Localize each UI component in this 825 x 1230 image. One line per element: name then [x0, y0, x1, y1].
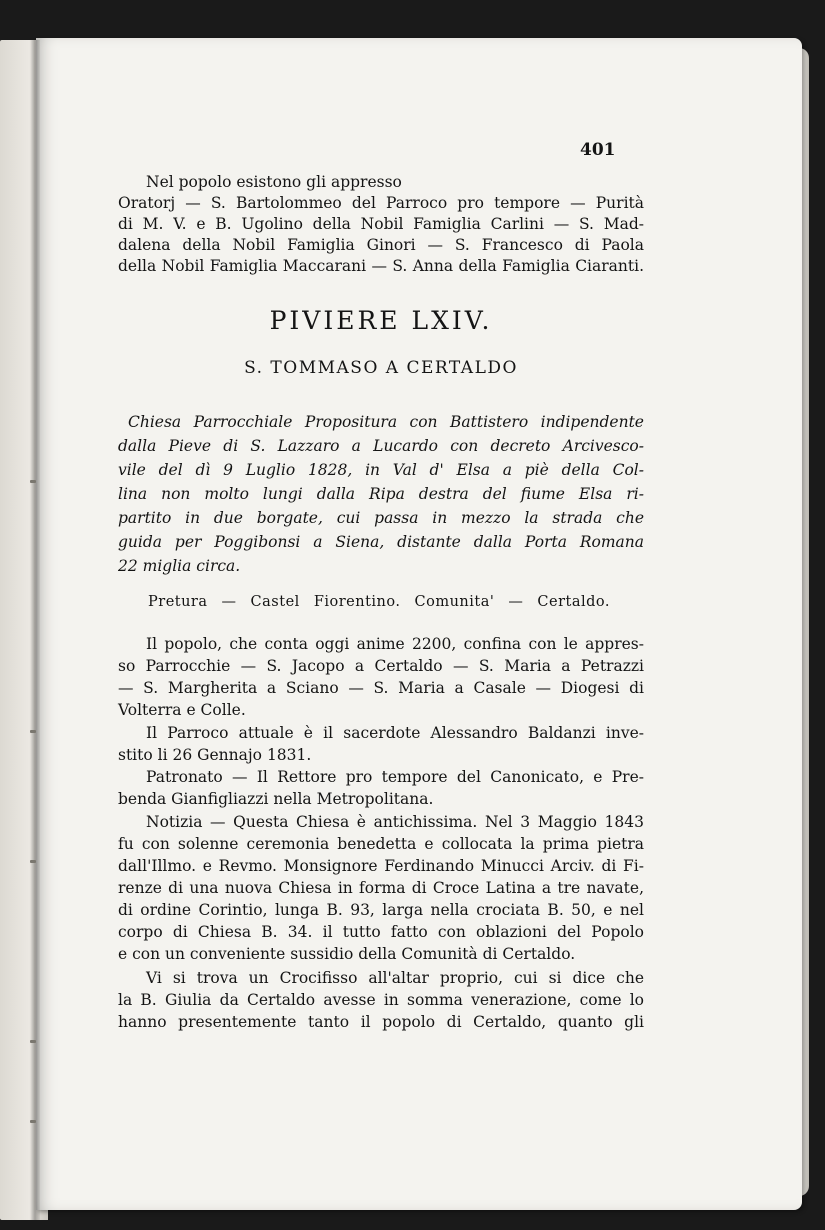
- piviere-heading: PIVIERE LXIV.: [269, 306, 493, 335]
- body-line: Patronato — Il Rettore pro tempore del Canonicato, e Pre-: [146, 768, 644, 786]
- body-line: Il popolo, che conta oggi anime 2200, confina con le appres-: [146, 635, 644, 653]
- body-line: e con un conveniente sussidio della Comunità di Certaldo.: [118, 945, 576, 963]
- intro-line: della Nobil Famiglia Maccarani — S. Anna della Famiglia Ciaranti.: [118, 257, 644, 275]
- binding-stitch: [30, 480, 36, 483]
- body-line: la B. Giulia da Certaldo avesse in somma venerazione, come lo: [118, 991, 644, 1009]
- pretura-line: Pretura — Castel Fiorentino. Comunita' — Certaldo.: [148, 594, 610, 610]
- binding-stitch: [30, 730, 36, 733]
- body-line: di ordine Corintio, lunga B. 93, larga nella crociata B. 50, e nel: [118, 901, 644, 919]
- body-line: so Parrocchie — S. Jacopo a Certaldo — S. Maria a Petrazzi: [118, 657, 644, 675]
- body-line: benda Gianfigliazzi nella Metropolitana.: [118, 790, 434, 808]
- intro-paragraph: [118, 172, 644, 282]
- description-line: partito in due borgate, cui passa in mezzo la strada che: [118, 509, 644, 527]
- body-line: Vi si trova un Crocifisso all'altar proprio, cui si dice che: [146, 969, 644, 987]
- description-line: dalla Pieve di S. Lazzaro a Lucardo con decreto Arcivesco-: [118, 437, 644, 455]
- page-number: 401: [580, 140, 616, 160]
- body-line: Notizia — Questa Chiesa è antichissima. Nel 3 Maggio 1843: [146, 813, 644, 831]
- book-binding: [30, 40, 40, 1220]
- intro-line: Oratorj — S. Bartolommeo del Parroco pro tempore — Purità: [118, 194, 644, 212]
- description-line: 22 miglia circa.: [118, 557, 241, 575]
- body-line: hanno presentemente tanto il popolo di Certaldo, quanto gli: [118, 1013, 644, 1031]
- body-paragraph: [118, 634, 644, 1034]
- description-line: lina non molto lungi dalla Ripa destra del fiume Elsa ri-: [118, 485, 644, 503]
- body-line: Il Parroco attuale è il sacerdote Alessandro Baldanzi inve-: [146, 724, 644, 742]
- binding-stitch: [30, 1040, 36, 1043]
- binding-stitch: [30, 1120, 36, 1123]
- body-line: renze di una nuova Chiesa in forma di Croce Latina a tre navate,: [118, 879, 644, 897]
- body-line: — S. Margherita a Sciano — S. Maria a Casale — Diogesi di: [118, 679, 644, 697]
- body-line: stito li 26 Gennajo 1831.: [118, 746, 312, 764]
- description-paragraph: [118, 412, 644, 575]
- body-line: corpo di Chiesa B. 34. il tutto fatto con oblazioni del Popolo: [118, 923, 644, 941]
- church-heading: S. TOMMASO A CERTALDO: [244, 358, 518, 378]
- body-line: dall'Illmo. e Revmo. Monsignore Ferdinando Minucci Arciv. di Fi-: [118, 857, 644, 875]
- binding-stitch: [30, 860, 36, 863]
- intro-line: di M. V. e B. Ugolino della Nobil Famiglia Carlini — S. Mad-: [118, 215, 644, 233]
- description-line: vile del dì 9 Luglio 1828, in Val d' Elsa a piè della Col-: [118, 461, 644, 479]
- body-line: fu con solenne ceremonia benedetta e collocata la prima pietra: [118, 835, 644, 853]
- description-line: Chiesa Parrocchiale Propositura con Battistero indipendente: [128, 413, 644, 431]
- intro-line: dalena della Nobil Famiglia Ginori — S. Francesco di Paola: [118, 236, 644, 254]
- description-line: guida per Poggibonsi a Siena, distante dalla Porta Romana: [118, 533, 644, 551]
- intro-line: Nel popolo esistono gli appresso: [146, 173, 402, 191]
- body-line: Volterra e Colle.: [118, 701, 246, 719]
